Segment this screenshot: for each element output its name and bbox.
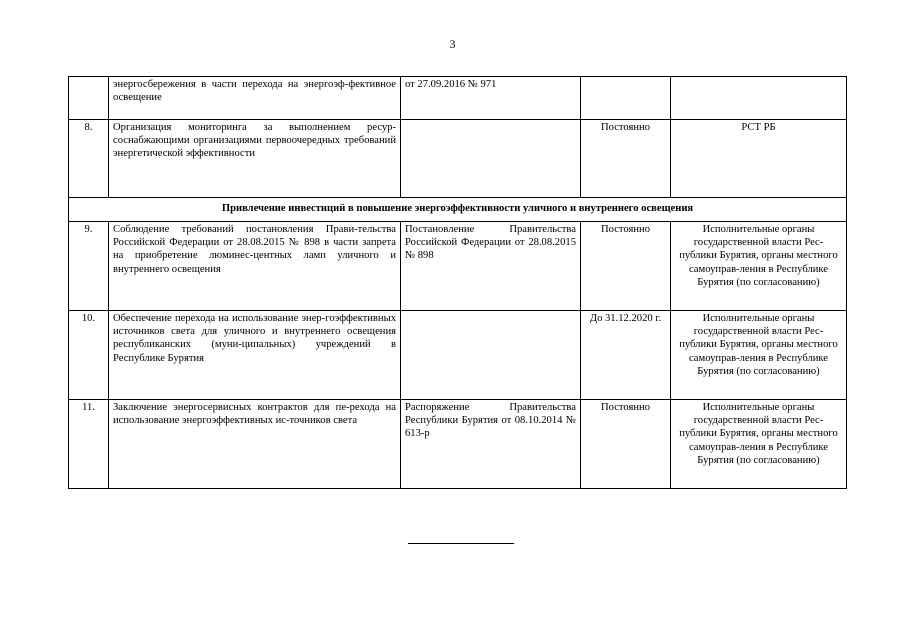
- section-title: Привлечение инвестиций в повышение энергоэффективности уличного и внутреннего освещения: [69, 198, 847, 222]
- deadline-text: [581, 77, 671, 120]
- row-number: 8.: [69, 120, 109, 198]
- basis-text: [401, 311, 581, 400]
- basis-text: от 27.09.2016 № 971: [401, 77, 581, 120]
- footer-divider: [408, 543, 514, 544]
- basis-text: Распоряжение Правительства Республики Бурятия от 08.10.2014 № 613-р: [401, 400, 581, 489]
- deadline-text: Постоянно: [581, 222, 671, 311]
- basis-text: Постановление Правительства Российской Федерации от 28.08.2015 № 898: [401, 222, 581, 311]
- table-row: [69, 77, 847, 120]
- executor-text: РСТ РБ: [671, 120, 847, 198]
- table-row: [69, 222, 847, 311]
- row-number: 10.: [69, 311, 109, 400]
- section-row: [69, 198, 847, 222]
- measure-text: Заключение энергосервисных контрактов для пе-рехода на использование энергоэффективных ис-точников света: [109, 400, 401, 489]
- deadline-text: До 31.12.2020 г.: [581, 311, 671, 400]
- measure-text: Организация мониторинга за выполнением ресур-соснабжающими организациями первоочередных требований энергетической эффективности: [109, 120, 401, 198]
- deadline-text: Постоянно: [581, 400, 671, 489]
- row-number: 11.: [69, 400, 109, 489]
- measures-table: [68, 76, 847, 489]
- basis-text: [401, 120, 581, 198]
- table-row: [69, 311, 847, 400]
- row-number: 9.: [69, 222, 109, 311]
- measure-text: Соблюдение требований постановления Прави-тельства Российской Федерации от 28.08.2015 № 898 в части запрета на приобретение люминес-центных ламп уличного и внутреннего освещения: [109, 222, 401, 311]
- executor-text: [671, 77, 847, 120]
- executor-text: Исполнительные органы государственной власти Рес-публики Бурятия, органы местного самоуправ-ления в Республике Бурятия (по согласованию): [671, 311, 847, 400]
- row-number: [69, 77, 109, 120]
- measure-text: энергосбережения в части перехода на энергоэф-фективное освещение: [109, 77, 401, 120]
- measure-text: Обеспечение перехода на использование энер-гоэффективных источников света для уличного и внутреннего освещения республиканских (муни-ципальных) учреждений в Республике Бурятия: [109, 311, 401, 400]
- table-row: [69, 400, 847, 489]
- executor-text: Исполнительные органы государственной власти Рес-публики Бурятия, органы местного самоуправ-ления в Республике Бурятия (по согласованию): [671, 400, 847, 489]
- table-row: [69, 120, 847, 198]
- page-number: 3: [449, 37, 456, 51]
- deadline-text: Постоянно: [581, 120, 671, 198]
- executor-text: Исполнительные органы государственной власти Рес-публики Бурятия, органы местного самоуправ-ления в Республике Бурятия (по согласованию): [671, 222, 847, 311]
